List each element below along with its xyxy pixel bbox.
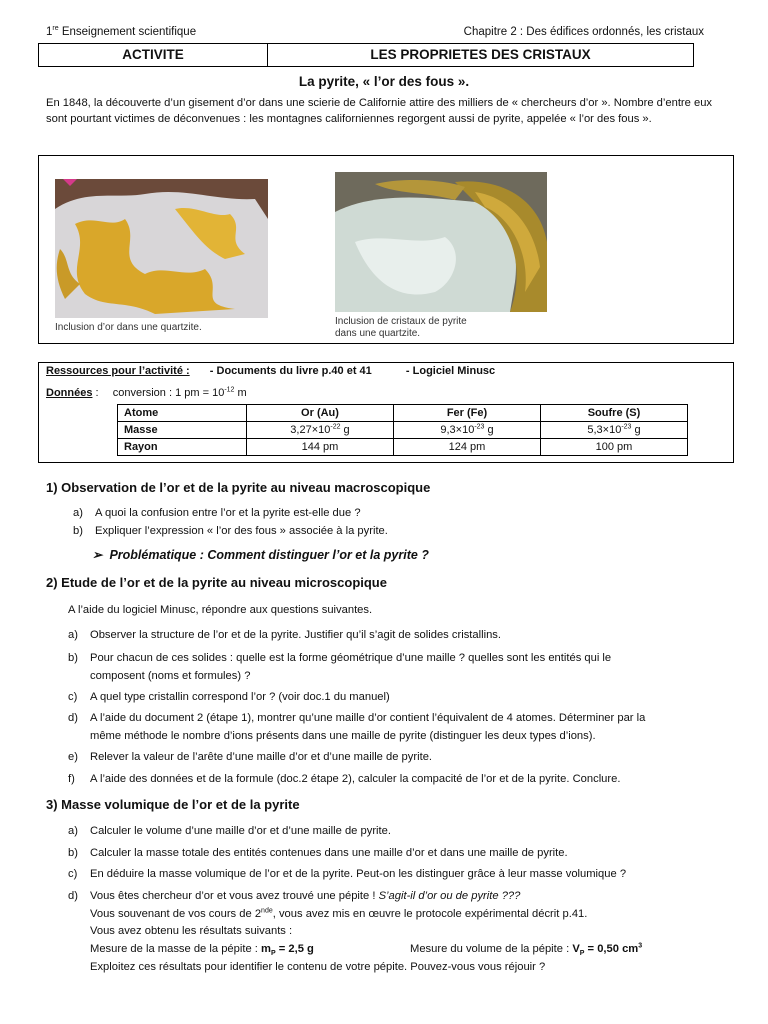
section-2-intro: A l’aide du logiciel Minusc, répondre aux questions suivantes. — [68, 604, 373, 616]
table-header-cell: Or (Au) — [247, 405, 394, 422]
activity-label: ACTIVITE — [39, 44, 268, 66]
question-2b-cont: composent (noms et formules) ? — [90, 670, 251, 682]
chapter-header: Chapitre 2 : Des édifices ordonnés, les cristaux — [463, 26, 704, 38]
question-3a: a) Calculer le volume d’une maille d’or et d’une maille de pyrite. — [68, 825, 391, 837]
question-3d-line5: Exploitez ces résultats pour identifier le contenu de votre pépite. Pouvez-vous vous réjouir ? — [90, 961, 546, 973]
question-3d-line2: Vous souvenant de vos cours de 2nde, vous avez mis en œuvre le protocole expérimental décrit p.41. — [90, 907, 588, 920]
question-3d-line3: Vous avez obtenu les résultats suivants : — [90, 925, 293, 937]
question-2b: b) Pour chacun de ces solides : quelle est la forme géométrique d’une maille ? quelles sont les entités qui le — [68, 652, 612, 664]
mass-measure: Mesure de la masse de la pépite : $m_P = 2,5$ g — [90, 943, 314, 958]
question-3c: c) En déduire la masse volumique de l’or et de la pyrite. Peut-on les distinguer grâce à leur masse volumique ? — [68, 868, 627, 880]
section-2-title: 2) Etude de l’or et de la pyrite au niveau microscopique — [46, 575, 387, 590]
resources-item-2: - Logiciel Minusc — [405, 365, 496, 377]
title-box — [38, 43, 694, 67]
table-row-label: Masse — [118, 422, 247, 439]
page-subtitle: La pyrite, « l’or des fous ». — [298, 74, 470, 89]
volume-measure: Mesure du volume de la pépite : $V_P = 0,50$ $cm^3$ — [410, 942, 643, 958]
arrow-icon: ➢ — [92, 548, 103, 562]
question-3d: d) Vous êtes chercheur d’or et vous avez trouvé une pépite ! S’agit-il d’or ou de pyrite ??? — [68, 890, 521, 902]
data-table — [117, 404, 688, 456]
table-cell: $9,3\times 10^{-23}$ g — [394, 422, 541, 439]
question-2a: a) Observer la structure de l’or et de la pyrite. Justifier qu’il s’agit de solides cristallins. — [68, 629, 501, 641]
table-row — [118, 405, 688, 422]
question-1b: b) Expliquer l’expression « l’or des fous » associée à la pyrite. — [73, 525, 388, 537]
resources-item-1: - Documents du livre p.40 et 41 — [209, 365, 372, 377]
table-cell: 100 pm — [541, 439, 688, 456]
question-1a: a) A quoi la confusion entre l’or et la pyrite est-elle due ? — [73, 507, 361, 519]
resources-line — [46, 365, 495, 377]
section-3-title: 3) Masse volumique de l’or et de la pyrite — [46, 797, 300, 812]
table-cell: 144 pm — [247, 439, 394, 456]
table-cell: 124 pm — [394, 439, 541, 456]
question-2f: f) A l’aide des données et de la formule (doc.2 étape 2), calculer la compacité de l’or et de la pyrite. Conclure. — [68, 773, 621, 785]
table-header-cell: Fer (Fe) — [394, 405, 541, 422]
question-2e: e) Relever la valeur de l’arête d’une maille d’or et d’une maille de pyrite. — [68, 751, 433, 763]
table-row — [118, 422, 688, 439]
table-cell: $3,27\times 10^{-22}$ g — [247, 422, 394, 439]
donnees-line: Données : conversion : 1 pm = $10^{-12}$ m — [46, 386, 247, 399]
question-3b: b) Calculer la masse totale des entités contenues dans une maille d’or et dans une maille de pyrite. — [68, 847, 568, 859]
section-1-title: 1) Observation de l’or et de la pyrite au niveau macroscopique — [46, 480, 431, 495]
question-2d: d) A l’aide du document 2 (étape 1), montrer qu’une maille d’or contient l’équivalent de 4 atomes. Déterminer par la — [68, 712, 646, 724]
question-2d-cont: même méthode le nombre d’ions présents dans une maille de pyrite (distinguer les deux types d’ions). — [90, 730, 596, 742]
figure-caption-2: Inclusion de cristaux de pyrite dans une quartzite. — [335, 316, 467, 339]
pyrite-quartzite-photo — [335, 172, 547, 312]
table-row-label: Rayon — [118, 439, 247, 456]
table-header-cell: Soufre (S) — [541, 405, 688, 422]
gold-quartzite-photo — [55, 179, 268, 318]
table-header-cell: Atome — [118, 405, 247, 422]
level-header: 1re Enseignement scientifique — [46, 25, 197, 38]
figure-caption-1: Inclusion d’or dans une quartzite. — [55, 322, 202, 333]
problematique: ➢ Problématique : Comment distinguer l’or et la pyrite ? — [92, 548, 429, 562]
activity-title: LES PROPRIETES DES CRISTAUX — [370, 47, 591, 62]
intro-paragraph: En 1848, la découverte d’un gisement d’or dans une scierie de Californie attire des milliers de « chercheurs d’or ». Nombre d’entre eux sont pourtant victimes de déconvenues : les montagnes californiennes regorgent aussi de pyrite, appelée « l’or des fous ». — [46, 97, 713, 125]
donnees-label: Données — [46, 387, 93, 399]
question-2c: c) A quel type cristallin correspond l’or ? (voir doc.1 du manuel) — [68, 691, 390, 703]
resources-label: Ressources pour l’activité : — [46, 365, 190, 377]
table-cell: $5,3\times 10^{-23}$ g — [541, 422, 688, 439]
table-row — [118, 439, 688, 456]
